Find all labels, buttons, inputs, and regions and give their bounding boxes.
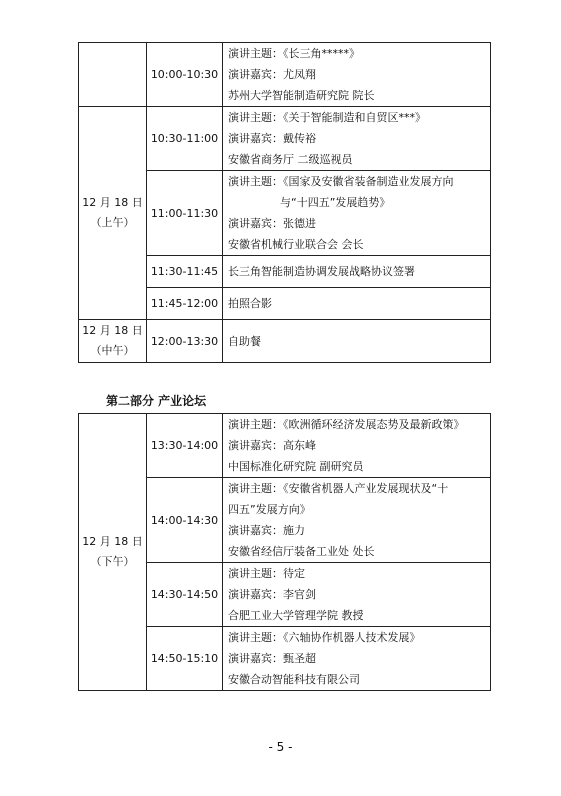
- talk-speaker: 演讲嘉宾：张德进: [228, 217, 316, 230]
- content-cell: [223, 320, 491, 363]
- date-cell: [79, 107, 147, 320]
- talk-speaker: 演讲嘉宾：戴传裕: [228, 132, 316, 145]
- time-cell: 14:50-15:10: [147, 627, 223, 691]
- talk-topic-continued: 四五”发展方向》: [228, 503, 311, 516]
- talk-speaker: 演讲嘉宾：高东峰: [228, 439, 316, 452]
- time-cell: 11:30-11:45: [147, 256, 223, 288]
- table-row: [79, 107, 491, 171]
- talk-speaker: 演讲嘉宾：尤凤翔: [228, 68, 316, 81]
- content-cell: [223, 43, 491, 107]
- content-cell: [223, 107, 491, 171]
- date-period: （上午）: [90, 216, 135, 229]
- talk-topic: 演讲主题：《安徽省机器人产业发展现状及“十: [228, 482, 449, 495]
- agenda-item: 拍照合影: [228, 297, 272, 310]
- page-number: - 5 -: [268, 740, 293, 754]
- content-cell: [223, 478, 491, 563]
- section-heading: 第二部分 产业论坛: [106, 394, 207, 408]
- content-cell: [223, 171, 491, 256]
- talk-topic: 演讲主题：《六轴协作机器人技术发展》: [228, 631, 421, 644]
- talk-topic-continued: 与“十四五”发展趋势》: [280, 196, 391, 209]
- talk-speaker: 演讲嘉宾：甄圣超: [228, 652, 316, 665]
- time-cell: 13:30-14:00: [147, 414, 223, 478]
- content-cell: [223, 563, 491, 627]
- content-cell: [223, 627, 491, 691]
- agenda-item: 自助餐: [228, 334, 261, 348]
- speaker-affiliation: 中国标准化研究院 副研究员: [228, 460, 364, 473]
- time-cell: 10:30-11:00: [147, 107, 223, 171]
- content-cell: [223, 288, 491, 320]
- date-cell: [79, 320, 147, 363]
- table-row: [79, 414, 491, 478]
- date-period: （下午）: [90, 555, 135, 568]
- time-cell: 14:00-14:30: [147, 478, 223, 563]
- talk-topic: 演讲主题：《国家及安徽省装备制造业发展方向: [228, 175, 454, 188]
- date-cell: [79, 414, 147, 691]
- content-cell: [223, 414, 491, 478]
- date-period: （中午）: [90, 344, 135, 357]
- speaker-affiliation: 安徽合动智能科技有限公司: [228, 673, 360, 686]
- time-cell: 10:00-10:30: [147, 43, 223, 107]
- date-text: 12 月 18 日: [82, 196, 143, 209]
- talk-topic: 演讲主题：待定: [228, 567, 305, 580]
- talk-speaker: 演讲嘉宾：施力: [228, 524, 305, 537]
- date-text: 12 月 18 日: [82, 535, 143, 548]
- table-row: [79, 320, 491, 363]
- talk-topic: 演讲主题：《欧洲循环经济发展态势及最新政策》: [228, 418, 465, 431]
- table-row: [79, 43, 491, 107]
- agenda-item: 长三角智能制造协调发展战略协议签署: [228, 265, 415, 278]
- speaker-affiliation: 安徽省商务厅 二级巡视员: [228, 153, 353, 166]
- speaker-affiliation: 苏州大学智能制造研究院 院长: [228, 89, 375, 102]
- time-cell: 11:45-12:00: [147, 288, 223, 320]
- speaker-affiliation: 合肥工业大学管理学院 教授: [228, 609, 364, 622]
- speaker-affiliation: 安徽省机械行业联合会 会长: [228, 238, 364, 251]
- talk-topic: 演讲主题：《关于智能制造和自贸区***》: [228, 111, 426, 124]
- agenda-table-part2: [78, 413, 491, 691]
- time-cell: 11:00-11:30: [147, 171, 223, 256]
- time-cell: 12:00-13:30: [147, 320, 223, 363]
- talk-topic: 演讲主题：《长三角*****》: [228, 47, 360, 60]
- date-text: 12 月 18 日: [82, 324, 143, 337]
- content-cell: [223, 256, 491, 288]
- speaker-affiliation: 安徽省经信厅装备工业处 处长: [228, 545, 375, 558]
- time-cell: 14:30-14:50: [147, 563, 223, 627]
- talk-speaker: 演讲嘉宾：李官剑: [228, 588, 316, 601]
- date-cell: [79, 43, 147, 107]
- agenda-table-part1: [78, 42, 491, 363]
